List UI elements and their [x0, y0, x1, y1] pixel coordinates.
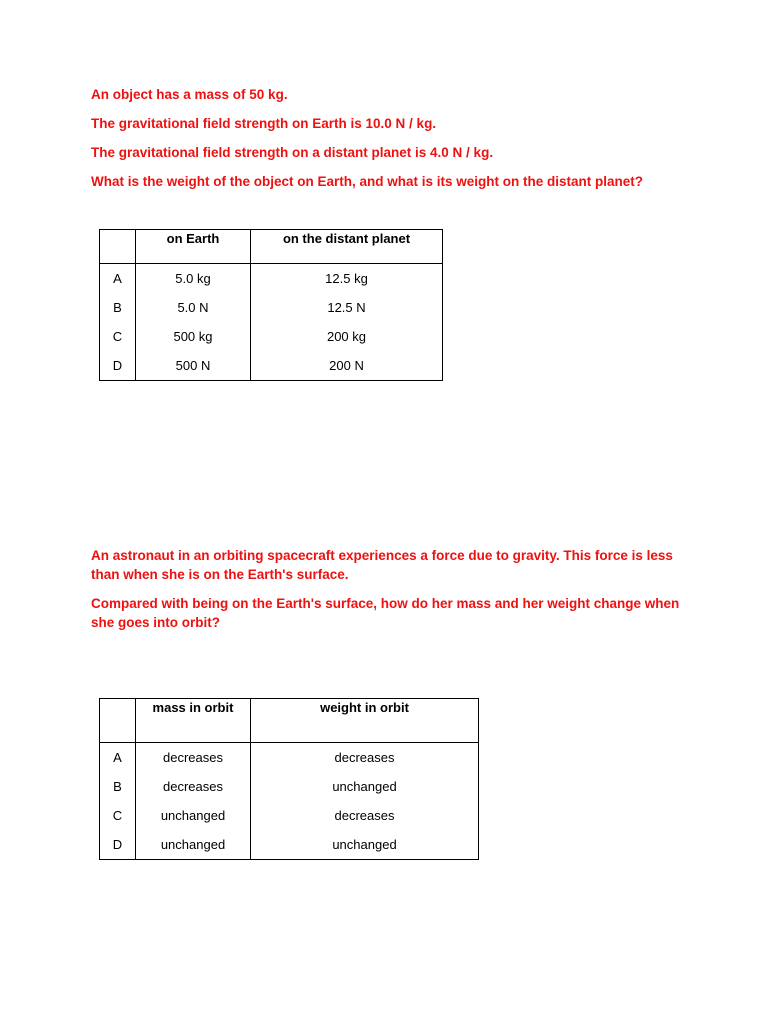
- table-cell: unchanged: [251, 830, 479, 860]
- table-row: [100, 830, 479, 860]
- option-letter: A: [100, 743, 136, 773]
- header-cell: [100, 699, 136, 743]
- table-cell: decreases: [251, 743, 479, 773]
- question-1-line: The gravitational field strength on Earth is 10.0 N / kg.: [91, 116, 437, 131]
- table-cell: decreases: [136, 772, 251, 801]
- question-2-line: Compared with being on the Earth's surface, how do her mass and her weight change when she goes into orbit?: [91, 596, 680, 630]
- question-1-line: An object has a mass of 50 kg.: [91, 87, 288, 102]
- option-letter: B: [100, 293, 136, 322]
- table-cell: 12.5 N: [251, 293, 443, 322]
- table-cell: 5.0 N: [136, 293, 251, 322]
- table-row: [100, 351, 443, 381]
- header-cell: on Earth: [136, 230, 251, 264]
- table-cell: 12.5 kg: [251, 264, 443, 294]
- table-cell: 500 kg: [136, 322, 251, 351]
- table-cell: 200 N: [251, 351, 443, 381]
- header-cell: [100, 230, 136, 264]
- question-1-line: What is the weight of the object on Earth, and what is its weight on the distant planet?: [91, 174, 644, 189]
- option-letter: B: [100, 772, 136, 801]
- option-letter: D: [100, 351, 136, 381]
- question-2-answer-table: [99, 698, 479, 860]
- header-cell: on the distant planet: [251, 230, 443, 264]
- question-2-line: An astronaut in an orbiting spacecraft experiences a force due to gravity. This force is less than when she is on the Earth's surface.: [91, 548, 673, 582]
- table-row: [100, 743, 479, 773]
- table-header-row: [100, 230, 443, 264]
- option-letter: C: [100, 801, 136, 830]
- table-cell: 500 N: [136, 351, 251, 381]
- option-letter: C: [100, 322, 136, 351]
- question-1-line: The gravitational field strength on a distant planet is 4.0 N / kg.: [91, 145, 494, 160]
- table-cell: unchanged: [136, 801, 251, 830]
- question-2-text: [91, 546, 691, 642]
- table-cell: unchanged: [136, 830, 251, 860]
- table-row: [100, 293, 443, 322]
- table-row: [100, 322, 443, 351]
- table-cell: 5.0 kg: [136, 264, 251, 294]
- question-1-text: [91, 85, 643, 201]
- option-letter: A: [100, 264, 136, 294]
- table-row: [100, 264, 443, 294]
- question-1-answer-table: [99, 229, 443, 381]
- header-cell: mass in orbit: [136, 699, 251, 743]
- table-cell: 200 kg: [251, 322, 443, 351]
- option-letter: D: [100, 830, 136, 860]
- table-cell: decreases: [136, 743, 251, 773]
- table-cell: unchanged: [251, 772, 479, 801]
- table-row: [100, 801, 479, 830]
- table-cell: decreases: [251, 801, 479, 830]
- table-row: [100, 772, 479, 801]
- table-header-row: [100, 699, 479, 743]
- header-cell: weight in orbit: [251, 699, 479, 743]
